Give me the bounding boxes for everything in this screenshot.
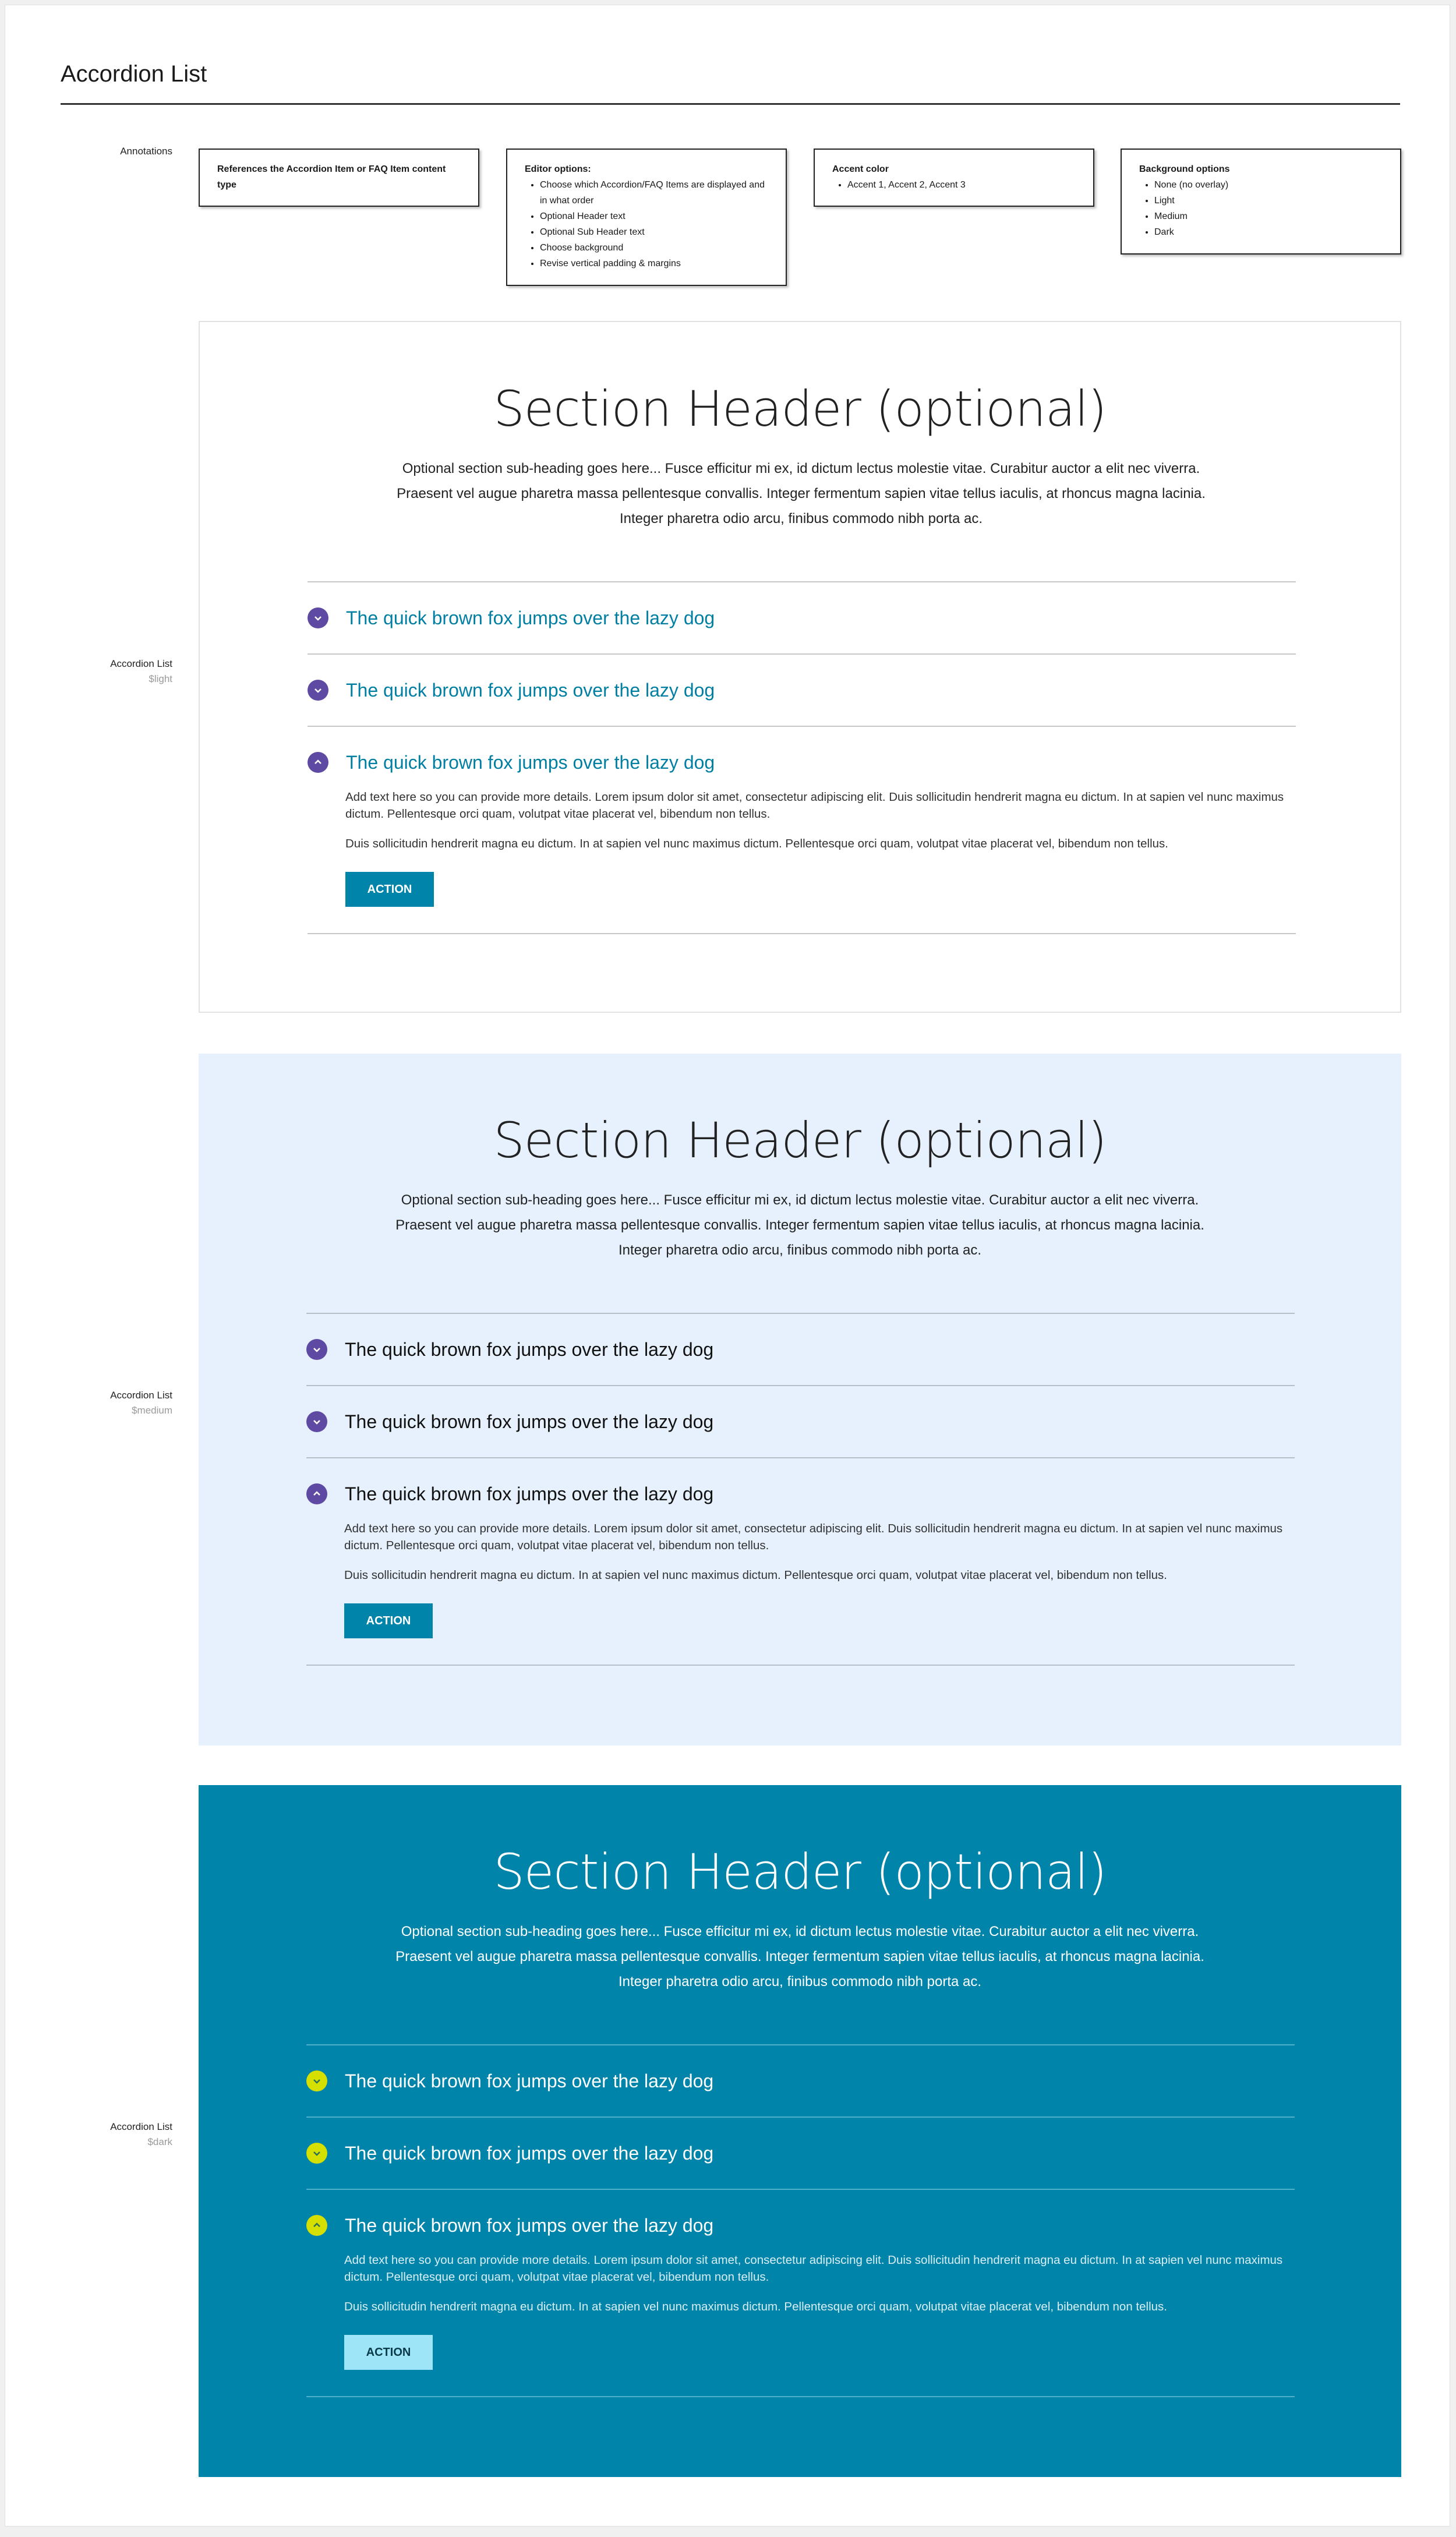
accordion-item-title[interactable]: The quick brown fox jumps over the lazy dog <box>345 2142 714 2164</box>
section-subheading: Optional section sub-heading goes here... Fusce efficitur mi ex, id dictum lectus molestie vitae. Curabitur auctor a elit nec viverra. Praesent vel augue pharetra massa pellentesque convallis. Integer fermentum sapien vitae tellus iaculis, at rhoncus magna lacinia. Integer pharetra odio arcu, finibus commodo nibh porta ac. <box>397 461 1206 527</box>
panel-variant-text: $dark <box>147 2136 172 2147</box>
accordion-item-body <box>308 789 1296 933</box>
accordion-item <box>306 2116 1295 2189</box>
accordion-item <box>308 581 1296 653</box>
accordion-item-header[interactable] <box>308 727 1296 798</box>
accordion-list <box>306 1313 1295 1666</box>
section-header: Section Header (optional) <box>493 1112 1107 1169</box>
chevron-down-icon[interactable] <box>306 2070 327 2091</box>
note-title: Editor options: <box>525 164 591 174</box>
accordion-item <box>308 653 1296 726</box>
accordion-item-title[interactable]: The quick brown fox jumps over the lazy dog <box>345 2070 714 2091</box>
note-list-item: • Choose background <box>540 240 768 256</box>
annotations-label-text: Annotations <box>120 146 172 157</box>
accordion-item-expanded <box>306 2189 1295 2397</box>
accordion-item-title[interactable]: The quick brown fox jumps over the lazy dog <box>345 1483 714 1504</box>
body-paragraph: Add text here so you can provide more details. Lorem ipsum dolor sit amet, consectetur adipiscing elit. Duis sollicitudin hendrerit magna eu dictum. In at sapien vel nunc maximus dictum. Pellentesque orci quam, volutpat vitae placerat vel, bibendum non tellus. <box>344 1522 1283 1552</box>
panel-label-text: Accordion List <box>110 2121 172 2132</box>
note-list-item: • None (no overlay) <box>1154 177 1383 193</box>
accordion-item-title[interactable]: The quick brown fox jumps over the lazy dog <box>345 1411 714 1432</box>
accordion-item-header[interactable] <box>306 2045 1295 2116</box>
chevron-up-icon[interactable] <box>306 1483 327 1504</box>
body-paragraph: Add text here so you can provide more details. Lorem ipsum dolor sit amet, consectetur adipiscing elit. Duis sollicitudin hendrerit magna eu dictum. In at sapien vel nunc maximus dictum. Pellentesque orci quam, volutpat vitae placerat vel, bibendum non tellus. <box>344 2253 1283 2284</box>
body-paragraph: Duis sollicitudin hendrerit magna eu dictum. In at sapien vel nunc maximus dictum. Pellentesque orci quam, volutpat vitae placerat vel, bibendum non tellus. <box>344 2300 1167 2313</box>
accordion-item-title[interactable]: The quick brown fox jumps over the lazy dog <box>346 679 715 701</box>
note-list <box>832 177 1076 193</box>
accordion-item <box>306 2044 1295 2116</box>
note-title: References the Accordion Item or FAQ Item content type <box>217 164 446 190</box>
chevron-up-icon[interactable] <box>306 2215 327 2236</box>
body-paragraph: Duis sollicitudin hendrerit magna eu dictum. In at sapien vel nunc maximus dictum. Pellentesque orci quam, volutpat vitae placerat vel, bibendum non tellus. <box>344 1568 1167 1582</box>
panel-label-text: Accordion List <box>110 658 172 669</box>
accordion-list <box>308 581 1296 934</box>
accordion-list <box>306 2044 1295 2397</box>
panel-label-text: Accordion List <box>110 1390 172 1401</box>
accordion-item-body <box>306 1520 1295 1665</box>
note-list-item: • Choose which Accordion/FAQ Items are displayed and in what order <box>540 177 768 209</box>
panel-label-light <box>40 656 172 687</box>
note-list <box>525 177 768 271</box>
annotation-note-accent-color <box>814 149 1094 207</box>
accordion-panel-dark <box>199 1785 1401 2477</box>
action-button[interactable]: ACTION <box>345 872 434 907</box>
accordion-item-header[interactable] <box>306 1458 1295 1529</box>
accordion-item-title[interactable]: The quick brown fox jumps over the lazy dog <box>346 607 715 628</box>
page-title: Accordion List <box>61 61 207 87</box>
canvas <box>5 5 1450 2527</box>
panel-variant-text: $medium <box>132 1405 172 1416</box>
annotation-note-background-options <box>1121 149 1401 255</box>
note-title: Accent color <box>832 164 889 174</box>
note-list-item: • Optional Header text <box>540 209 768 224</box>
annotation-note-editor-options <box>506 149 787 286</box>
note-list-item: • Light <box>1154 193 1383 209</box>
note-list-item: • Optional Sub Header text <box>540 224 768 240</box>
annotation-note-content-type <box>199 149 479 207</box>
chevron-down-icon[interactable] <box>308 607 328 628</box>
section-subheading: Optional section sub-heading goes here... Fusce efficitur mi ex, id dictum lectus molestie vitae. Curabitur auctor a elit nec viverra. Praesent vel augue pharetra massa pellentesque convallis. Integer fermentum sapien vitae tellus iaculis, at rhoncus magna lacinia. Integer pharetra odio arcu, finibus commodo nibh porta ac. <box>395 1192 1204 1258</box>
section-subheading: Optional section sub-heading goes here... Fusce efficitur mi ex, id dictum lectus molestie vitae. Curabitur auctor a elit nec viverra. Praesent vel augue pharetra massa pellentesque convallis. Integer fermentum sapien vitae tellus iaculis, at rhoncus magna lacinia. Integer pharetra odio arcu, finibus commodo nibh porta ac. <box>395 1924 1204 1990</box>
title-divider <box>61 103 1400 105</box>
body-paragraph: Duis sollicitudin hendrerit magna eu dictum. In at sapien vel nunc maximus dictum. Pellentesque orci quam, volutpat vitae placerat vel, bibendum non tellus. <box>345 837 1168 850</box>
accordion-item-header[interactable] <box>306 1314 1295 1385</box>
accordion-item-header[interactable] <box>308 655 1296 726</box>
note-title: Background options <box>1139 164 1230 174</box>
accordion-panel-medium <box>199 1054 1401 1745</box>
note-list-item: • Revise vertical padding & margins <box>540 256 768 271</box>
panel-label-dark <box>40 2119 172 2150</box>
accordion-item-title[interactable]: The quick brown fox jumps over the lazy dog <box>346 751 715 773</box>
panel-label-medium <box>40 1388 172 1418</box>
note-list-item: • Accent 1, Accent 2, Accent 3 <box>847 177 1076 193</box>
note-list-item: • Dark <box>1154 224 1383 240</box>
chevron-down-icon[interactable] <box>308 680 328 701</box>
accordion-item <box>306 1385 1295 1457</box>
note-list <box>1139 177 1383 240</box>
accordion-item-expanded <box>308 726 1296 934</box>
annotations-label <box>40 144 172 159</box>
note-list-item: • Medium <box>1154 209 1383 224</box>
section-header: Section Header (optional) <box>493 380 1107 437</box>
accordion-item-header[interactable] <box>308 582 1296 653</box>
panel-variant-text: $light <box>149 673 172 684</box>
section-header: Section Header (optional) <box>493 1843 1107 1900</box>
action-button[interactable]: ACTION <box>344 1603 433 1638</box>
accordion-panel-light <box>199 321 1401 1013</box>
chevron-down-icon[interactable] <box>306 1339 327 1360</box>
accordion-item-body <box>306 2252 1295 2396</box>
accordion-item-expanded <box>306 1457 1295 1666</box>
accordion-item <box>306 1313 1295 1385</box>
accordion-item-title[interactable]: The quick brown fox jumps over the lazy dog <box>345 1338 714 1360</box>
action-button[interactable]: ACTION <box>344 2335 433 2370</box>
chevron-down-icon[interactable] <box>306 1411 327 1432</box>
accordion-item-header[interactable] <box>306 2118 1295 2189</box>
body-paragraph: Add text here so you can provide more details. Lorem ipsum dolor sit amet, consectetur adipiscing elit. Duis sollicitudin hendrerit magna eu dictum. In at sapien vel nunc maximus dictum. Pellentesque orci quam, volutpat vitae placerat vel, bibendum non tellus. <box>345 790 1284 821</box>
accordion-item-title[interactable]: The quick brown fox jumps over the lazy dog <box>345 2214 714 2236</box>
accordion-item-header[interactable] <box>306 1386 1295 1457</box>
accordion-item-header[interactable] <box>306 2190 1295 2261</box>
chevron-up-icon[interactable] <box>308 752 328 773</box>
chevron-down-icon[interactable] <box>306 2143 327 2164</box>
